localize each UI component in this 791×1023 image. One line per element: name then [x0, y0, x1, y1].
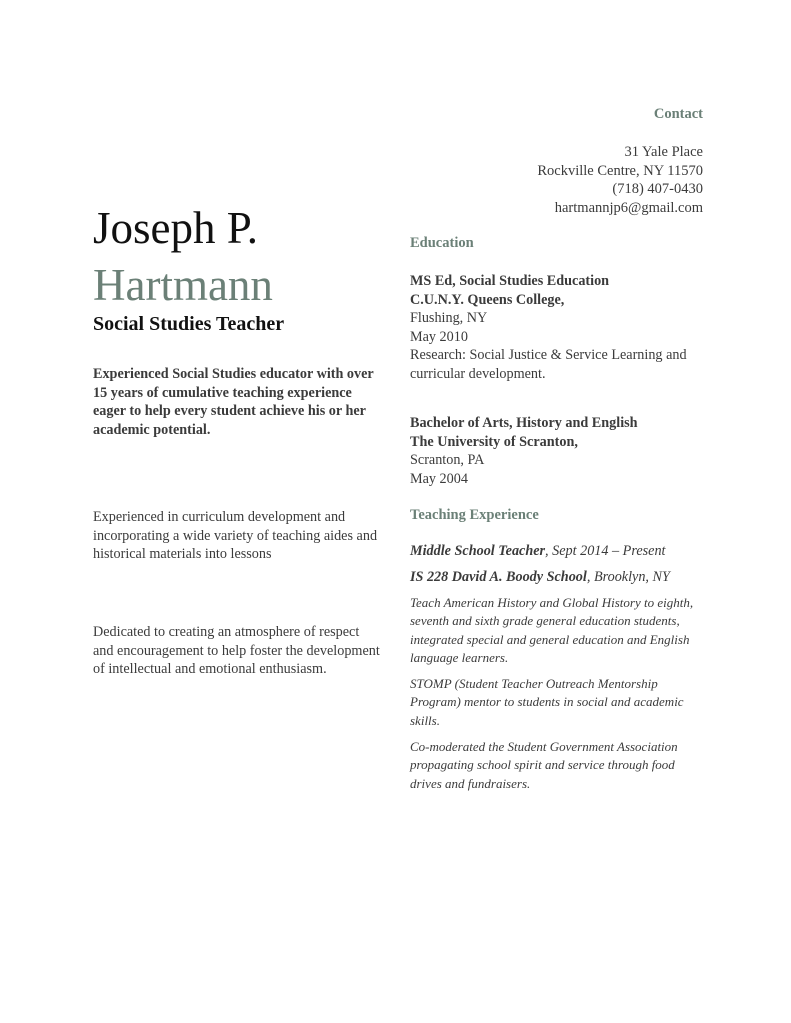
school-location: Flushing, NY [410, 310, 488, 327]
last-name: Hartmann [93, 260, 273, 310]
degree: MS Ed, Social Studies Education [410, 273, 610, 289]
degree: Bachelor of Arts, History and English [410, 415, 638, 431]
education-heading: Education [410, 235, 474, 251]
school-location: Scranton, PA [410, 452, 485, 469]
school-name: The University of Scranton, [410, 433, 578, 450]
first-name: Joseph P. [93, 203, 259, 253]
summary-paragraph: Experienced Social Studies educator with over 15 years of cumulative teaching experience eager to help every student achieve his or her academic potential. [93, 366, 374, 438]
experience-heading: Teaching Experience [410, 507, 539, 523]
research-note: Research: Social Justice & Service Learning and curricular development. [410, 347, 687, 382]
job-duty: Co-moderated the Student Government Association propagating school spirit and service through food drives and fundraisers. [410, 739, 678, 791]
graduation-date: May 2010 [410, 328, 468, 345]
job-dates: , Sept 2014 – Present [545, 543, 666, 559]
job-school-location: , Brooklyn, NY [586, 569, 670, 585]
address-line-2: Rockville Centre, NY 11570 [537, 162, 703, 179]
job-role-line [410, 543, 710, 560]
highlight-paragraph: Experienced in curriculum development and incorporating a wide variety of teaching aides and historical materials into lessons [93, 509, 378, 563]
job-duty: Teach American History and Global History to eighth, seventh and sixth grade general education students, integrated special and general education and English language learners. [410, 595, 694, 666]
highlight-paragraph: Dedicated to creating an atmosphere of respect and encouragement to help foster the development of intellectual and emotional enthusiasm. [93, 624, 380, 678]
job-title: Social Studies Teacher [93, 313, 285, 335]
job-school-line [410, 569, 710, 586]
contact-details [403, 143, 703, 217]
email-address[interactable]: hartmannjp6@gmail.com [554, 199, 703, 216]
graduation-date: May 2004 [410, 470, 468, 487]
education-entry [410, 414, 710, 488]
job-duty: STOMP (Student Teacher Outreach Mentorship Program) mentor to students in social and academic skills. [410, 676, 684, 728]
job-school: IS 228 David A. Boody School [410, 569, 587, 585]
school-name: C.U.N.Y. Queens College, [410, 291, 565, 308]
education-entry [410, 272, 710, 384]
job-role: Middle School Teacher [410, 543, 546, 559]
contact-heading: Contact [653, 106, 703, 122]
phone-number: (718) 407-0430 [612, 181, 703, 198]
address-line-1: 31 Yale Place [624, 144, 703, 160]
